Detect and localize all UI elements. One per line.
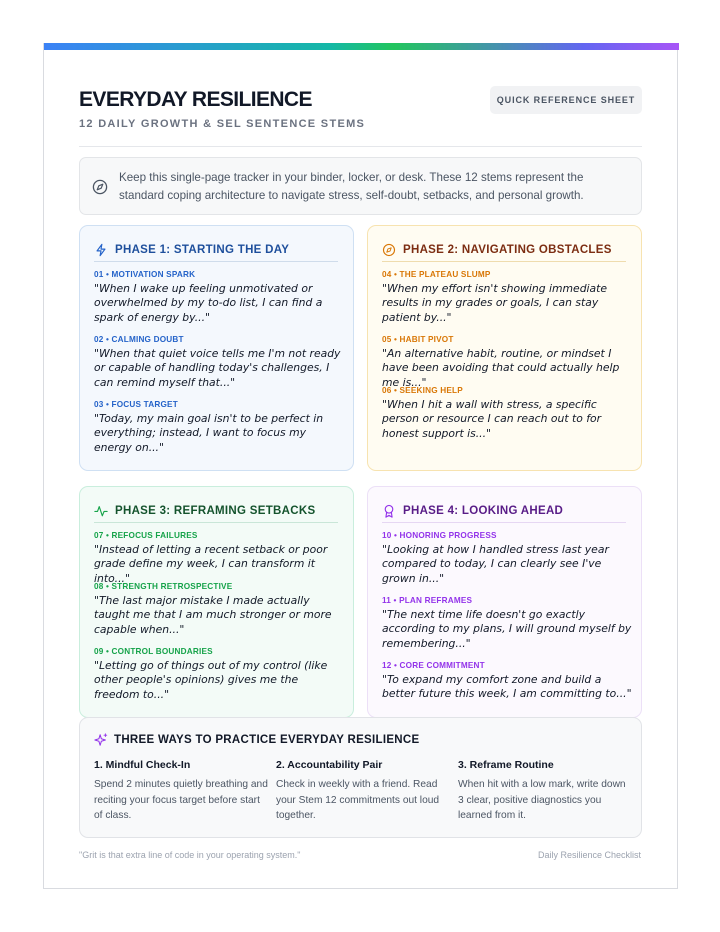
stem-label: 01 • MOTIVATION SPARK [94,270,196,279]
stem-text: "The last major mistake I made actually taught me that I am much stronger or more capable when..." [94,594,332,636]
phase-2-title: PHASE 2: NAVIGATING OBSTACLES [403,243,612,256]
stem-text: "When my effort isn't showing immediate results in my grades or goals, I can stay patient by..." [382,282,608,324]
stem-label: 10 • HONORING PROGRESS [382,531,497,540]
intro-box [79,157,642,215]
page-title: EVERYDAY RESILIENCE [79,88,312,111]
phase-2-card [367,225,642,471]
phase-4-card [367,486,642,718]
target-icon [382,243,396,257]
method-text: Check in weekly with a friend. Read your Stem 12 commitments out loud together. [276,779,440,822]
stem-08 [94,582,344,637]
stem-01 [94,270,344,325]
phase-1-title: PHASE 1: STARTING THE DAY [115,243,290,256]
stem-text: "When I wake up feeling unmotivated or overwhelmed by my to-do list, I can find a spark of energy by..." [94,282,323,324]
method-1 [94,759,269,824]
stem-text: "An alternative habit, routine, or mindset I have been avoiding that could actually help me is..." [382,347,620,389]
practice-title: THREE WAYS TO PRACTICE EVERYDAY RESILIENCE [114,734,420,746]
page-subtitle: 12 DAILY GROWTH & SEL SENTENCE STEMS [79,118,366,130]
award-icon [382,504,396,518]
practice-header [94,733,420,747]
stem-label: 07 • REFOCUS FAILURES [94,531,198,540]
stem-03 [94,400,344,455]
quick-reference-badge: QUICK REFERENCE SHEET [490,86,642,114]
phase-4-title: PHASE 4: LOOKING AHEAD [403,504,564,517]
stem-06 [382,386,632,441]
footer-quote: "Grit is that extra line of code in your operating system." [79,850,301,860]
stem-text: "Today, my main goal isn't to be perfect in everything; instead, I want to focus my energy on..." [94,412,324,454]
method-2 [276,759,451,824]
pulse-icon [94,504,108,518]
phase-1-header [94,238,338,262]
phase-3-title: PHASE 3: REFRAMING SETBACKS [115,504,316,517]
stem-text: "Letting go of things out of my control (like other people's opinions) gives me the freedom to..." [94,659,328,701]
phase-3-card [79,486,354,718]
stem-label: 12 • CORE COMMITMENT [382,661,485,670]
stem-10 [382,531,632,586]
phase-2-header [382,238,626,262]
method-title: 3. Reframe Routine [458,759,554,771]
footer-label: Daily Resilience Checklist [537,850,641,860]
stem-07 [94,531,344,586]
phase-1-card [79,225,354,471]
stem-label: 11 • PLAN REFRAMES [382,596,473,605]
stem-text: "The next time life doesn't go exactly according to my plans, I will ground myself by remembering..." [382,608,632,650]
method-3 [458,759,633,824]
phase-4-header [382,499,626,523]
stem-text: "Instead of letting a recent setback or poor grade define my week, I can transform it into..." [94,543,328,585]
stem-12 [382,661,632,702]
compass-icon [92,179,108,195]
header-divider [79,146,642,147]
method-title: 1. Mindful Check-In [94,759,191,771]
stem-label: 06 • SEEKING HELP [382,386,463,395]
phase-3-header [94,499,338,523]
stem-label: 04 • THE PLATEAU SLUMP [382,270,491,279]
lightning-icon [94,243,108,257]
stem-04 [382,270,632,325]
gradient-top-bar [44,43,679,50]
stem-label: 03 • FOCUS TARGET [94,400,178,409]
stem-11 [382,596,632,651]
practice-box [79,717,642,838]
stem-09 [94,647,344,702]
reference-sheet [43,43,678,889]
stem-label: 09 • CONTROL BOUNDARIES [94,647,213,656]
stem-02 [94,335,344,390]
method-text: Spend 2 minutes quietly breathing and reciting your focus target before start of class. [94,779,268,822]
stem-text: "To expand my comfort zone and build a better future this week, I am committing to..." [382,673,632,701]
stem-label: 08 • STRENGTH RETROSPECTIVE [94,582,233,591]
intro-text: Keep this single-page tracker in your binder, locker, or desk. These 12 stems represent the standard coping architecture to navigate stress, self-doubt, setbacks, and personal growth. [119,171,584,202]
stem-label: 02 • CALMING DOUBT [94,335,184,344]
stem-text: "When that quiet voice tells me I'm not ready or capable of handling today's challenges, I can remind myself that..." [94,347,341,389]
method-title: 2. Accountability Pair [276,759,383,771]
stem-text: "When I hit a wall with stress, a specific person or resource I can reach out to for honest support is..." [382,398,602,440]
stem-text: "Looking at how I handled stress last year compared to today, I can clearly see I've grown in..." [382,543,609,585]
stem-05 [382,335,632,390]
method-text: When hit with a low mark, write down 3 clear, positive diagnostics you learned from it. [458,779,626,822]
stem-label: 05 • HABIT PIVOT [382,335,454,344]
sparkle-icon [94,733,108,747]
